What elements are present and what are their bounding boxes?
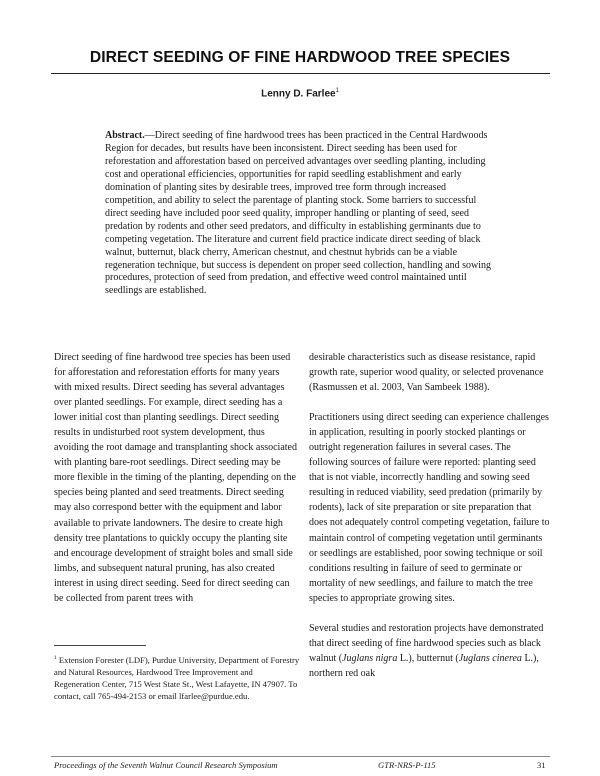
left-column (54, 350, 297, 621)
footer-proceedings: Proceedings of the Seventh Walnut Council Research Symposium (54, 760, 278, 770)
text-run: L.), northern red oak (309, 652, 539, 679)
footer-rule (51, 756, 550, 757)
footnote (54, 652, 300, 702)
abstract (105, 130, 497, 298)
footnote-mark: 1 (54, 655, 57, 661)
author-name: Lenny D. Farlee (261, 88, 336, 100)
page-number: 31 (537, 760, 546, 770)
page-title: DIRECT SEEDING OF FINE HARDWOOD TREE SPECIES (89, 49, 511, 66)
author-footnote-mark: 1 (335, 88, 339, 94)
body-paragraph: Direct seeding of fine hardwood tree species has been used for afforestation and reforestation efforts for many years with mixed results. Direct seeding has several advantages over planted seedlings. For example, direct seeding has a lower initial cost than planting seedlings. Direct seeding results in undisturbed root system development, thus avoiding the root damage and transplanting shock associated with planting bare-root seedlings. Direct seeding may be more flexible in the timing of the planting, depending on the species being planted and seed treatments. Direct seeding may also correspond better with the equipment and labor available to private landowners. The desire to create high density tree plantations to quickly occupy the planting site and encourage development of straight boles and small side limbs, and subsequent natural pruning, has also created interest in using direct seeding. Seed for direct seeding can be collected from parent trees with (54, 352, 297, 604)
species-name: Juglans nigra (342, 652, 398, 664)
abstract-label: Abstract. (105, 130, 145, 141)
text-run: Several studies and restoration projects have demonstrated that direct seeding of fine hardwood species such as black walnut ( (309, 622, 544, 664)
author-line (0, 88, 600, 99)
footnote-rule (54, 645, 146, 646)
text-run: L.), butternut ( (397, 652, 459, 664)
abstract-text: —Direct seeding of fine hardwood trees has been practiced in the Central Hardwoods Region for decades, but results have been inconsistent. Direct seeding has been used for reforestation and afforestation based on perceived advantages over seedling planting, including cost and operational efficiencies, opportunities for rapid seedling establishment and early domination of planting sites by desirable trees, improved tree form through increased competition, and ability to select the parentage of planting stock. Some barriers to successful direct seeding have included poor seed quality, improper handling or planting of seed, seed predation by rodents and other seed predators, and difficulty in establishing germinants due to competing vegetation. The literature and current field practice indicate direct seeding of black walnut, butternut, black cherry, American chestnut, and chestnut hybrids can be a viable regeneration technique, but success is dependent on proper seed collection, handling and sowing procedures, protection of seed from predation, and effective weed control maintained until seedlings are established. (105, 130, 491, 297)
body-paragraph (309, 621, 552, 681)
body-paragraph: Practitioners using direct seeding can experience challenges in application, resulting in poorly stocked plantings or outright regeneration failures in several cases. The following sources of failure were reported: planting seed that is not viable, incorrectly handling and sowing seed resulting in reduced viability, seed predation (primarily by rodents), lack of site preparation or site preparation that does not adequately control competing vegetation, failure to maintain control of competing vegetation until germinants or seedlings are established, poor sowing technique or soil conditions resulting in failure of seed to germinate or mortality of new seedlings, and failure to match the tree species to appropriate growing sites. (309, 412, 550, 604)
right-column (309, 350, 552, 696)
body-paragraph: desirable characteristics such as disease resistance, rapid growth rate, superior wood quality, or selected provenance (Rasmussen et al. 2003, Van Sambeek 1988). (309, 352, 544, 394)
footer-report-number: GTR-NRS-P-115 (378, 760, 436, 770)
species-name: Juglans cinerea (458, 652, 522, 664)
title-rule (51, 73, 550, 74)
footnote-text: Extension Forester (LDF), Purdue University, Department of Forestry and Natural Resources, Hardwood Tree Improvement and Regeneration Center, 715 West State St., West Lafayette, IN 47907. To contact, call 765-494-2153 or email lfarlee@purdue.edu. (54, 654, 300, 702)
